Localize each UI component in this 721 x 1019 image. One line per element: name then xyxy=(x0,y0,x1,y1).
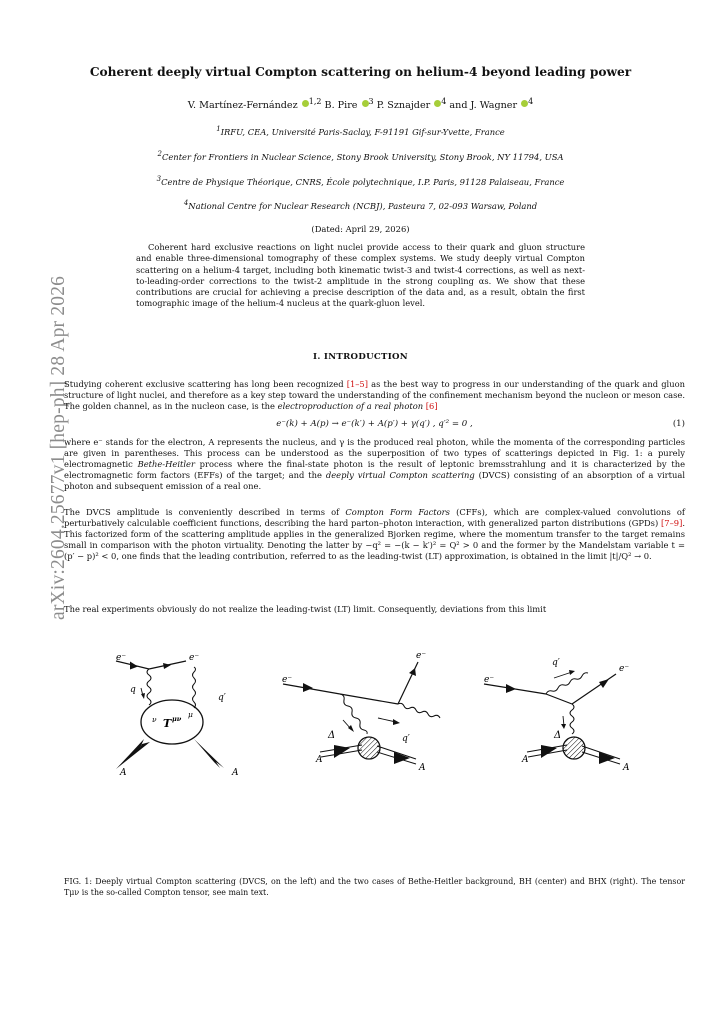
label-A: A xyxy=(316,755,323,765)
arrow-icon xyxy=(561,724,566,729)
label-A: A xyxy=(419,763,426,773)
arrow-icon xyxy=(554,672,572,678)
affil-sup: 3 xyxy=(156,175,162,183)
figure-caption: FIG. 1: Deeply virtual Compton scattering (DVCS, on the left) and the two cases of Bethe-Heitler background, BH (center) and BHX (right). The tensor Tμν is the so-called Compton tensor, see main text. xyxy=(64,877,685,897)
author-name: P. Sznajder xyxy=(376,100,431,112)
section-heading: I. INTRODUCTION xyxy=(313,352,408,362)
label-e-minus: e⁻ xyxy=(619,664,630,674)
text-run: The DVCS amplitude is conveniently described in terms of xyxy=(64,507,346,517)
electron-line xyxy=(572,674,616,704)
nucleus-blob xyxy=(358,737,380,759)
real-photon-line xyxy=(193,667,196,708)
author-list xyxy=(0,97,721,111)
author-affil-sup: 3 xyxy=(368,97,374,106)
bh-diagram xyxy=(282,651,440,773)
label-q: q xyxy=(130,685,136,695)
text-run: as the best way to progress in our understanding of the quark and gluon structure of light nuclei, and therefore as a key step toward the understanding of the confinement mechanism beyond the nucleon or meson case. The golden channel, as in the nucleon case, is the xyxy=(64,379,685,412)
arrow-icon xyxy=(569,670,575,675)
citation-link[interactable]: [1–5] xyxy=(346,379,368,389)
text-run: Studying coherent exclusive scattering has long been recognized xyxy=(64,379,347,389)
citation-link[interactable]: [6] xyxy=(425,401,438,412)
text-run: process where the final-state photon is the result of leptonic bremsstrahlung and it is characterized by the electromagnetic form factors (EFFs) of the target; and the xyxy=(64,459,686,481)
arrow-icon xyxy=(599,679,609,688)
paper-title: Coherent deeply virtual Compton scattering on helium-4 beyond leading power xyxy=(89,65,632,79)
feynman-diagrams xyxy=(64,644,685,844)
intro-paragraph-2 xyxy=(64,437,685,492)
electron-line xyxy=(546,694,572,704)
label-q-prime: q′ xyxy=(552,658,560,668)
dvcs-diagram xyxy=(116,653,239,778)
affiliation-3 xyxy=(0,175,721,187)
label-tensor: T xyxy=(163,717,172,730)
intro-paragraph-1 xyxy=(64,379,685,412)
affil-text: Centre de Physique Théorique, CNRS, École polytechnique, I.P. Paris, 91128 Palaiseau, France xyxy=(161,176,565,187)
label-e-minus: e⁻ xyxy=(116,653,127,663)
label-mu: μ xyxy=(188,710,193,719)
label-A: A xyxy=(120,768,127,778)
author-name: V. Martínez-Fernández xyxy=(187,100,298,112)
arrow-icon xyxy=(303,683,313,692)
label-A: A xyxy=(623,763,630,773)
citation-link[interactable]: [7–9] xyxy=(661,518,683,529)
electron-line xyxy=(283,684,340,694)
label-q-prime: q′ xyxy=(218,693,226,703)
label-A: A xyxy=(522,755,529,765)
text-run: . This factorized form of the scattering amplitude applies in the generalized Bjorken regime, where the momentum transfer to the target remains small in comparison with the photon virtuality. Denoting the latter by −q² = −(k − k′)² = Q² > 0 and the former by the Mandelstam variable t = (p′ − p)² < 0, one finds that the leading contribution, referred to as the leading-twist (LT) approximation, is obtained in the limit |t|/Q² → 0. xyxy=(64,518,685,562)
affil-sup: 4 xyxy=(183,199,189,207)
virtual-photon-line xyxy=(340,694,367,734)
text-run: where e⁻ stands for the electron, A represents the nucleus, and γ is the produced real photon, while the momenta of the corresponding particles are given in parentheses. This process can be understood as the superposition of two types of scatterings depicted in Fig. 1: a purely electromagnetic xyxy=(64,437,685,470)
real-photon-line xyxy=(546,673,588,694)
affil-text: IRFU, CEA, Université Paris-Saclay, F-91191 Gif-sur-Yvette, France xyxy=(220,126,505,137)
label-e-minus: e⁻ xyxy=(484,675,495,685)
nucleus-line-in xyxy=(116,739,150,769)
label-delta: Δ xyxy=(328,730,336,741)
nucleus-line-out xyxy=(194,739,224,768)
affil-text: Center for Frontiers in Nuclear Science, Stony Brook University, Stony Brook, NY 11794, USA xyxy=(161,151,564,162)
intro-paragraph-3 xyxy=(64,507,685,562)
orcid-icon[interactable] xyxy=(302,100,309,107)
real-photon-line xyxy=(398,703,440,718)
affiliation-2 xyxy=(0,150,721,162)
text-run: (CFFs), which are complex-valued convolutions of perturbatively calculable coefficient functions, describing the hard parton–photon interaction, with generalized parton distributions (GPDs) xyxy=(64,507,685,529)
affil-sup: 1 xyxy=(216,125,221,133)
author-affil-sup: 4 xyxy=(528,97,534,106)
author-affil-sup: 4 xyxy=(441,97,447,106)
label-e-minus: e⁻ xyxy=(189,653,200,663)
equation-number: (1) xyxy=(672,419,685,429)
affiliation-1 xyxy=(0,125,721,137)
emphasis: Bethe-Heitler xyxy=(137,459,195,470)
affiliation-4 xyxy=(0,199,721,211)
label-delta: Δ xyxy=(554,730,562,741)
arrow-icon xyxy=(506,684,516,693)
arrow-icon xyxy=(394,752,410,764)
emphasis: deeply virtual Compton scattering xyxy=(325,470,475,481)
label-A: A xyxy=(232,768,239,778)
arrow-icon xyxy=(141,693,145,699)
label-nu: ν xyxy=(152,715,157,724)
orcid-icon[interactable] xyxy=(362,100,369,107)
arrow-icon xyxy=(599,752,615,764)
equation-body: e⁻(k) + A(p) → e⁻(k′) + A(p′) + γ(q′) , q′² = 0 , xyxy=(276,419,473,429)
author-affil-sup: 1,2 xyxy=(308,97,322,106)
label-q-prime: q′ xyxy=(402,734,410,744)
intro-paragraph-4: The real experiments obviously do not realize the leading-twist (LT) limit. Consequently, deviations from this limit xyxy=(64,604,547,614)
arrow-icon xyxy=(393,719,400,725)
text-run: (DVCS) consisting of an absorption of a virtual photon and subsequent emission of a real one. xyxy=(64,470,686,492)
label-tensor-sup: μν xyxy=(172,715,182,723)
author-separator: and xyxy=(449,100,468,112)
affil-text: National Centre for Nuclear Research (NCBJ), Pasteura 7, 02-093 Warsaw, Poland xyxy=(188,200,538,211)
bhx-diagram xyxy=(484,658,630,773)
date-line: (Dated: April 29, 2026) xyxy=(311,224,410,234)
nucleus-blob xyxy=(563,737,585,759)
arxiv-identifier: arXiv:2604.25677v1 [hep-ph] 28 Apr 2026 xyxy=(48,275,69,620)
arxiv-sidebar xyxy=(12,275,69,620)
virtual-photon-line xyxy=(570,704,574,734)
emphasis: Compton Form Factors xyxy=(345,507,450,517)
label-e-minus: e⁻ xyxy=(416,651,427,661)
electron-line xyxy=(340,694,398,704)
figure-1 xyxy=(64,644,685,844)
abstract: Coherent hard exclusive reactions on light nuclei provide access to their quark and gluon structure and enable three-dimensional tomography of these complex systems. We study deeply virtual Compton scattering on a helium-4 target, including both kinematic twist-3 and twist-4 corrections, as well as next-to-leading-order corrections to the twist-2 amplitude in the strong coupling αs. We show that these contributions are crucial for achieving a precise description of the data and, as a result, obtain the first tomographic image of the helium-4 nucleus at the quark-gluon level. xyxy=(136,242,585,309)
label-e-minus: e⁻ xyxy=(282,675,293,685)
affil-sup: 2 xyxy=(157,150,162,158)
emphasis: electroproduction of a real photon xyxy=(277,401,424,412)
virtual-photon-line xyxy=(147,669,151,705)
author-name: B. Pire xyxy=(324,100,358,112)
author-name: J. Wagner xyxy=(470,100,518,112)
